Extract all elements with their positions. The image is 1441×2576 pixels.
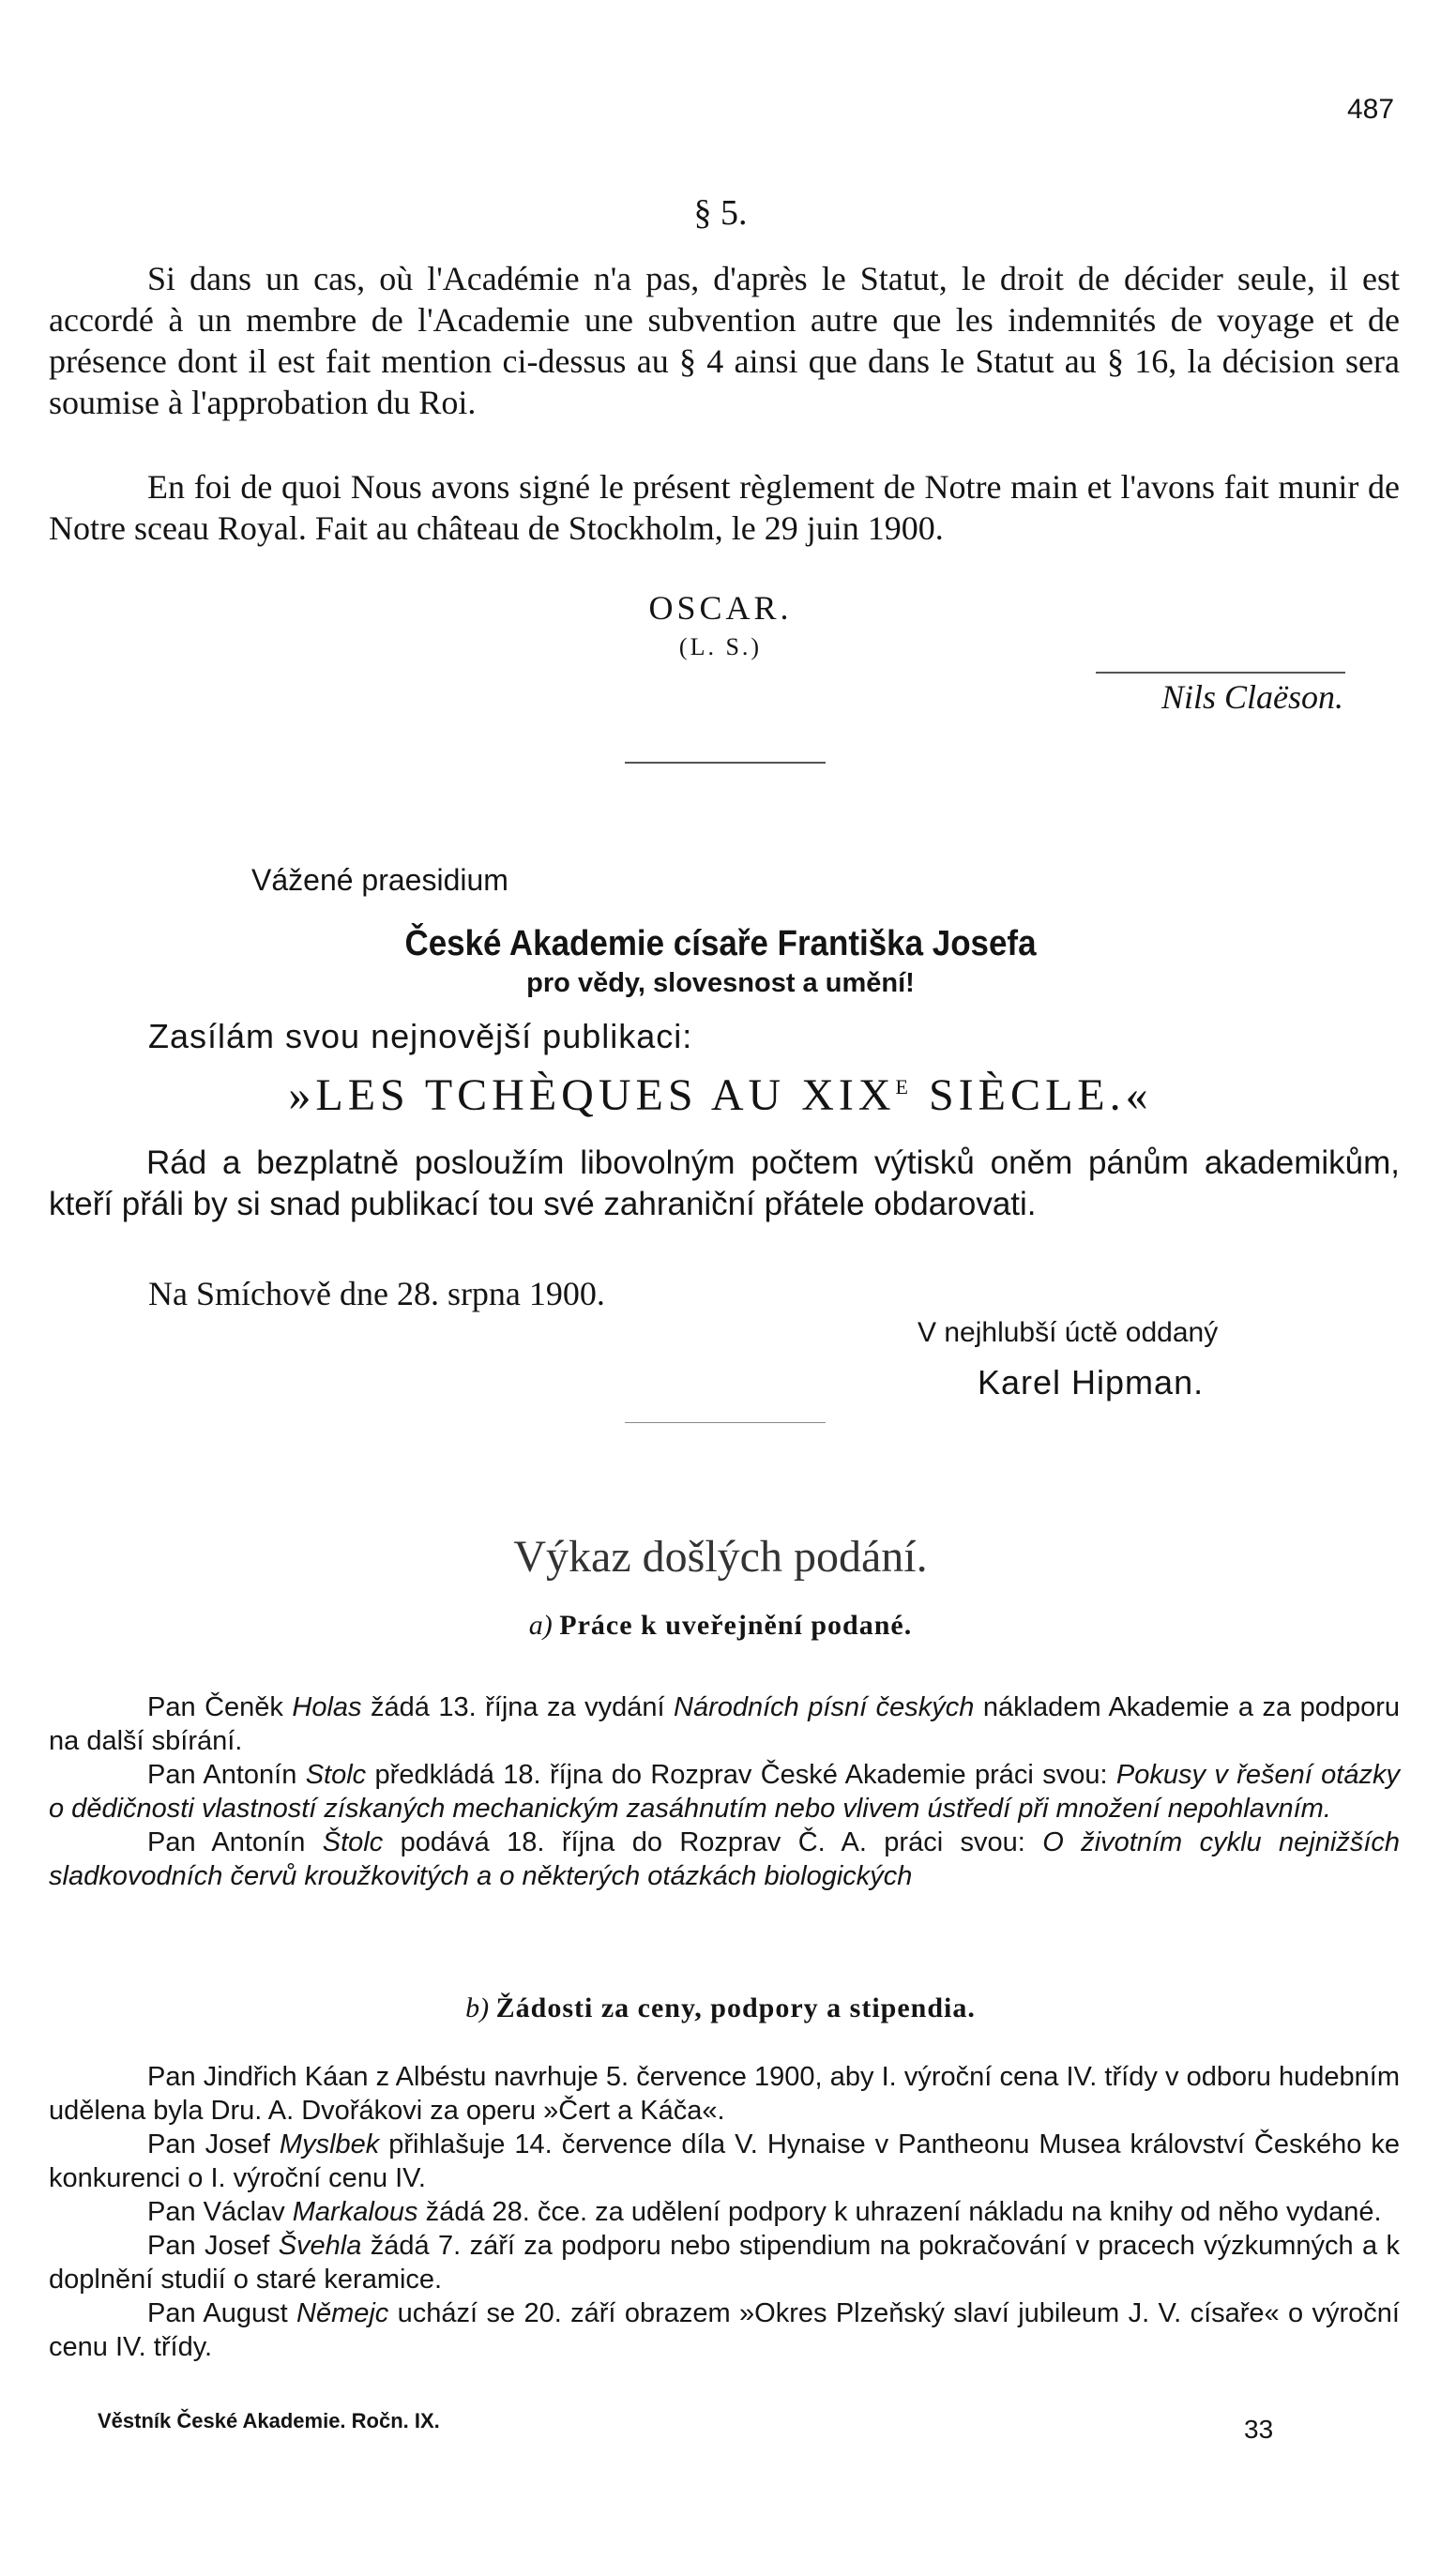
work-title: Pokusy v řešení otázky o dědičnosti vlastností získaných mechanickým zasáhnutím nebo vlivem ústředí při množení nepohlavním. bbox=[49, 1760, 1400, 1824]
list-item bbox=[49, 2229, 1400, 2296]
section-b-list bbox=[49, 2060, 1400, 2364]
letter-signature: Karel Hipman. bbox=[978, 1363, 1205, 1402]
separator-rule-2 bbox=[625, 1422, 826, 1423]
section-b-heading bbox=[0, 1993, 1441, 2024]
person-name: Němejc bbox=[296, 2298, 389, 2328]
list-item bbox=[49, 2195, 1400, 2229]
section-b-prefix: b) bbox=[465, 1993, 490, 2023]
footer-sheet-number: 33 bbox=[1244, 2415, 1274, 2444]
page-number: 487 bbox=[1347, 94, 1395, 125]
seal-mark: (L. S.) bbox=[678, 633, 763, 660]
letter-date-line: Na Smíchově dne 28. srpna 1900. bbox=[148, 1275, 605, 1312]
letter-salutation: Vážené praesidium bbox=[251, 863, 508, 897]
publication-title bbox=[0, 1069, 1441, 1121]
section-a-list bbox=[49, 1690, 1400, 1893]
countersignature bbox=[1051, 677, 1343, 717]
letter-addressee-2: pro vědy, slovesnost a umění! bbox=[526, 968, 915, 998]
list-item bbox=[49, 2128, 1400, 2195]
french-paragraph-1: Si dans un cas, où l'Académie n'a pas, d'après le Statut, le droit de décider seule, il est accordé à un membre de l'Academie une subvention autre que les indemnités de voyage et de présence dont il est fait mention ci-dessus au § 4 ainsi que dans le Statut au § 16, la décision sera soumise à l'approbation du Roi. bbox=[49, 260, 1400, 421]
countersignature-text: Nils Claëson. bbox=[1160, 678, 1343, 716]
letter-addressee-1: České Akademie císaře Františka Josefa bbox=[404, 924, 1037, 963]
publication-title-sup: E bbox=[895, 1075, 913, 1099]
item-text: Pan Josef bbox=[147, 2129, 280, 2159]
item-text: Pan Jindřich Káan z Albéstu navrhuje 5. července 1900, aby I. výroční cena IV. třídy v odboru hudebním udělena byla Dru. A. Dvořákovi za operu »Čert a Káča«. bbox=[49, 2062, 1400, 2126]
list-item bbox=[49, 2060, 1400, 2128]
work-title: O životním cyklu nejnižších sladkovodních červů kroužkovitých a o některých otázkách biologických bbox=[49, 1827, 1400, 1891]
section-a-title: Práce k uveřejnění podané. bbox=[559, 1610, 913, 1641]
section-heading: § 5. bbox=[693, 193, 748, 233]
item-text: předkládá 18. října do Rozprav České Akademie práci svou: bbox=[366, 1760, 1116, 1790]
item-text: žádá 28. čce. za udělení podpory k uhrazení nákladu na knihy od něho vydané. bbox=[417, 2197, 1382, 2227]
french-paragraph-2: En foi de quoi Nous avons signé le présent règlement de Notre main et l'avons fait munir de Notre sceau Royal. Fait au château de Stockholm, le 29 juin 1900. bbox=[49, 468, 1400, 547]
signature-rule bbox=[1096, 672, 1345, 674]
item-text: nákladem Akademie a za podporu na další sbírání. bbox=[49, 1692, 1401, 1756]
item-text: žádá 7. září za podporu nebo stipendium na pokračování v pracech výzkumných a k doplnění studií o staré keramice. bbox=[49, 2231, 1401, 2295]
letter-intro: Zasílám svou nejnovější publikaci: bbox=[148, 1017, 693, 1055]
separator-rule-1 bbox=[625, 762, 826, 764]
publication-title-main: »LES TCHÈQUES AU XIX bbox=[288, 1070, 896, 1120]
item-text: přihlašuje 14. července díla V. Hynaise v Pantheonu Musea království Českého ke konkurenci o I. výroční cenu IV. bbox=[49, 2129, 1400, 2193]
list-item bbox=[49, 1690, 1400, 1758]
person-name: Štolc bbox=[322, 1827, 384, 1857]
list-item bbox=[49, 1758, 1400, 1826]
item-text: Pan August bbox=[147, 2298, 296, 2328]
list-item bbox=[49, 1826, 1400, 1893]
list-item bbox=[49, 2296, 1400, 2364]
item-text: Pan Antonín bbox=[147, 1827, 323, 1857]
report-title: Výkaz došlých podání. bbox=[513, 1532, 928, 1582]
person-name: Myslbek bbox=[279, 2129, 380, 2159]
section-a-prefix: a) bbox=[528, 1610, 553, 1641]
item-text: žádá 13. října za vydání bbox=[361, 1692, 675, 1722]
footer-journal: Věstník České Akademie. Ročn. IX. bbox=[98, 2409, 440, 2432]
letter-closing: V nejhlubší úctě oddaný bbox=[918, 1317, 1219, 1348]
section-b-title: Žádosti za ceny, podpory a stipendia. bbox=[495, 1993, 976, 2023]
item-text: uchází se 20. září obrazem »Okres Plzeňský slaví jubileum J. V. císaře« o výroční cenu IV. třídy. bbox=[49, 2298, 1400, 2362]
section-a-heading bbox=[0, 1610, 1441, 1642]
publication-title-end: SIÈCLE.« bbox=[912, 1070, 1153, 1120]
item-text: Pan Čeněk bbox=[147, 1692, 293, 1722]
person-name: Holas bbox=[292, 1692, 362, 1722]
person-name: Markalous bbox=[292, 2197, 418, 2227]
work-title: Národních písní českých bbox=[674, 1692, 975, 1722]
item-text: Pan Václav bbox=[147, 2197, 293, 2227]
item-text: Pan Josef bbox=[147, 2231, 279, 2261]
item-text: podává 18. října do Rozprav Č. A. práci svou: bbox=[383, 1827, 1043, 1857]
letter-body: Rád a bezplatně posloužím libovolným počtem výtisků oněm pánům akademikům, kteří přáli by si snad publikací tou své zahraniční přátele obdarovati. bbox=[49, 1144, 1400, 1222]
royal-signature: OSCAR. bbox=[648, 589, 793, 627]
person-name: Švehla bbox=[278, 2231, 362, 2261]
person-name: Stolc bbox=[305, 1760, 367, 1790]
item-text: Pan Antonín bbox=[147, 1760, 306, 1790]
